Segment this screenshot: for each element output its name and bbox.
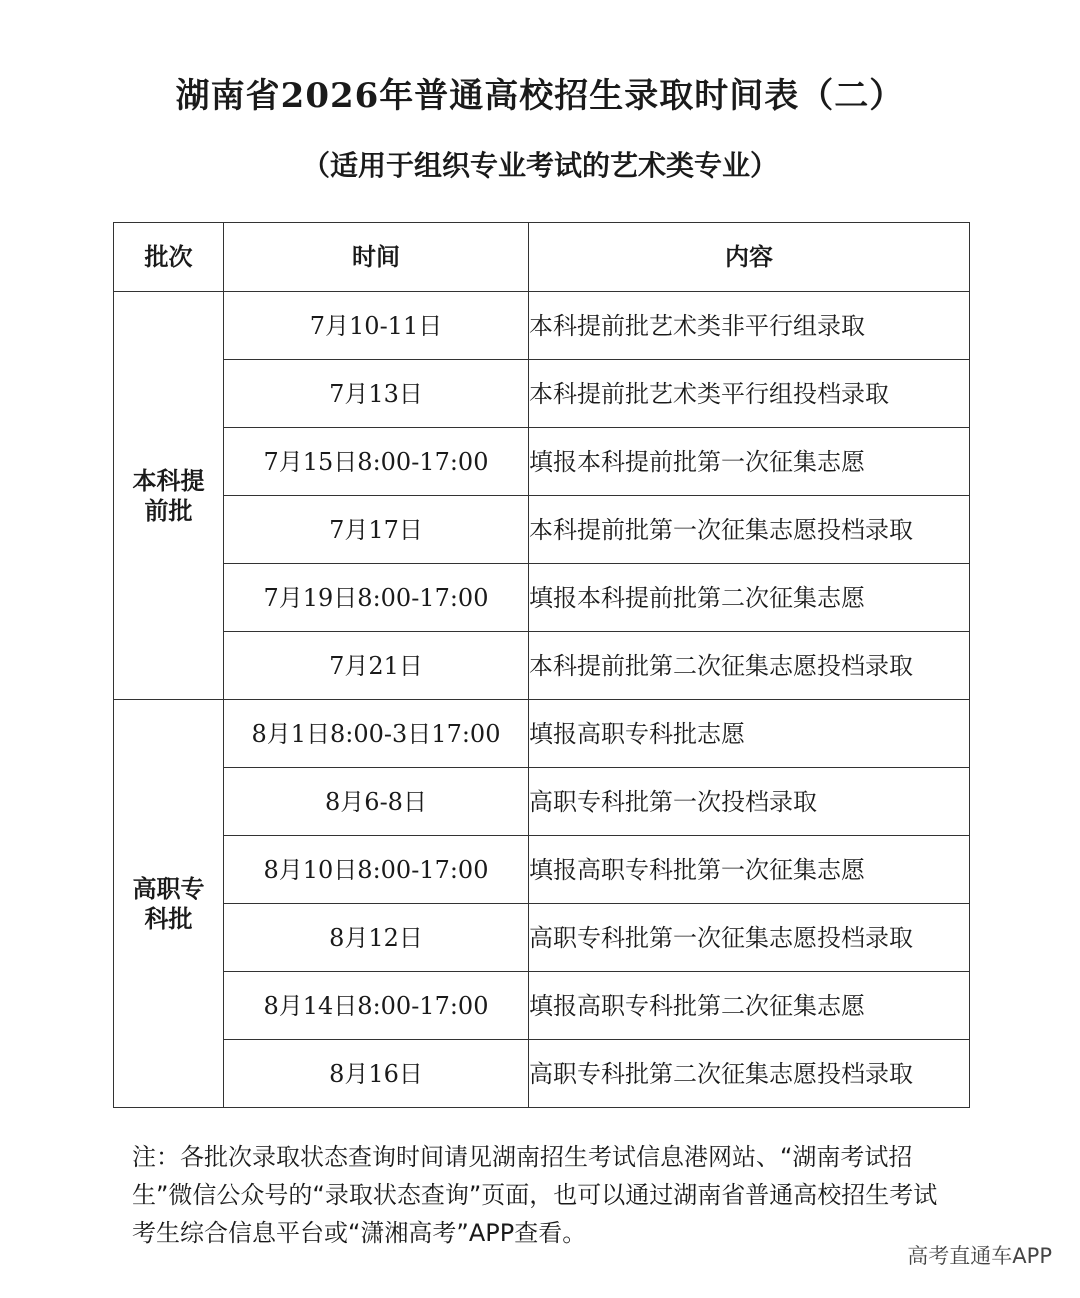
table-row xyxy=(114,768,970,836)
batch-label: 本科提前批 xyxy=(132,465,205,525)
batch-cell-vocational-college xyxy=(114,700,224,1108)
time-cell: 7月13日 xyxy=(224,360,529,428)
time-cell: 7月10-11日 xyxy=(224,292,529,360)
time-cell: 8月16日 xyxy=(224,1040,529,1108)
content-cell: 本科提前批第一次征集志愿投档录取 xyxy=(529,496,970,564)
content-cell: 本科提前批第二次征集志愿投档录取 xyxy=(529,632,970,700)
table-row xyxy=(114,836,970,904)
batch-cell-undergraduate-early xyxy=(114,292,224,700)
footnote: 注：各批次录取状态查询时间请见湖南招生考试信息港网站、“湖南考试招生”微信公众号的“录取状态查询”页面，也可以通过湖南省普通高校招生考试考生综合信息平台或“潇湘高考”APP查看。 xyxy=(132,1143,938,1247)
page-title: 湖南省2026年普通高校招生录取时间表（二） xyxy=(175,76,905,116)
time-cell: 8月10日8:00-17:00 xyxy=(224,836,529,904)
content-cell: 填报高职专科批志愿 xyxy=(529,700,970,768)
time-cell: 8月14日8:00-17:00 xyxy=(224,972,529,1040)
batch-label: 高职专科批 xyxy=(132,873,205,933)
content-cell: 高职专科批第二次征集志愿投档录取 xyxy=(529,1040,970,1108)
table-row xyxy=(114,428,970,496)
content-cell: 填报高职专科批第二次征集志愿 xyxy=(529,972,970,1040)
table-row xyxy=(114,1040,970,1108)
content-cell: 填报高职专科批第一次征集志愿 xyxy=(529,836,970,904)
table-row xyxy=(114,632,970,700)
column-header-content: 内容 xyxy=(529,223,970,292)
table-row xyxy=(114,292,970,360)
time-cell: 7月19日8:00-17:00 xyxy=(224,564,529,632)
table-header-row xyxy=(114,223,970,292)
table-row xyxy=(114,496,970,564)
page-subtitle: （适用于组织专业考试的艺术类专业） xyxy=(301,149,778,182)
content-cell: 本科提前批艺术类非平行组录取 xyxy=(529,292,970,360)
content-cell: 高职专科批第一次征集志愿投档录取 xyxy=(529,904,970,972)
column-header-time: 时间 xyxy=(224,223,529,292)
table-row xyxy=(114,564,970,632)
time-cell: 7月15日8:00-17:00 xyxy=(224,428,529,496)
table-row xyxy=(114,700,970,768)
table-row xyxy=(114,972,970,1040)
content-cell: 高职专科批第一次投档录取 xyxy=(529,768,970,836)
content-cell: 本科提前批艺术类平行组投档录取 xyxy=(529,360,970,428)
column-header-batch: 批次 xyxy=(114,223,224,292)
time-cell: 8月6-8日 xyxy=(224,768,529,836)
table-row xyxy=(114,904,970,972)
content-cell: 填报本科提前批第二次征集志愿 xyxy=(529,564,970,632)
time-cell: 8月12日 xyxy=(224,904,529,972)
admission-schedule-table xyxy=(113,222,970,1108)
time-cell: 7月21日 xyxy=(224,632,529,700)
watermark: 高考直通车APP xyxy=(907,1244,1052,1268)
time-cell: 8月1日8:00-3日17:00 xyxy=(224,700,529,768)
table-row xyxy=(114,360,970,428)
content-cell: 填报本科提前批第一次征集志愿 xyxy=(529,428,970,496)
time-cell: 7月17日 xyxy=(224,496,529,564)
